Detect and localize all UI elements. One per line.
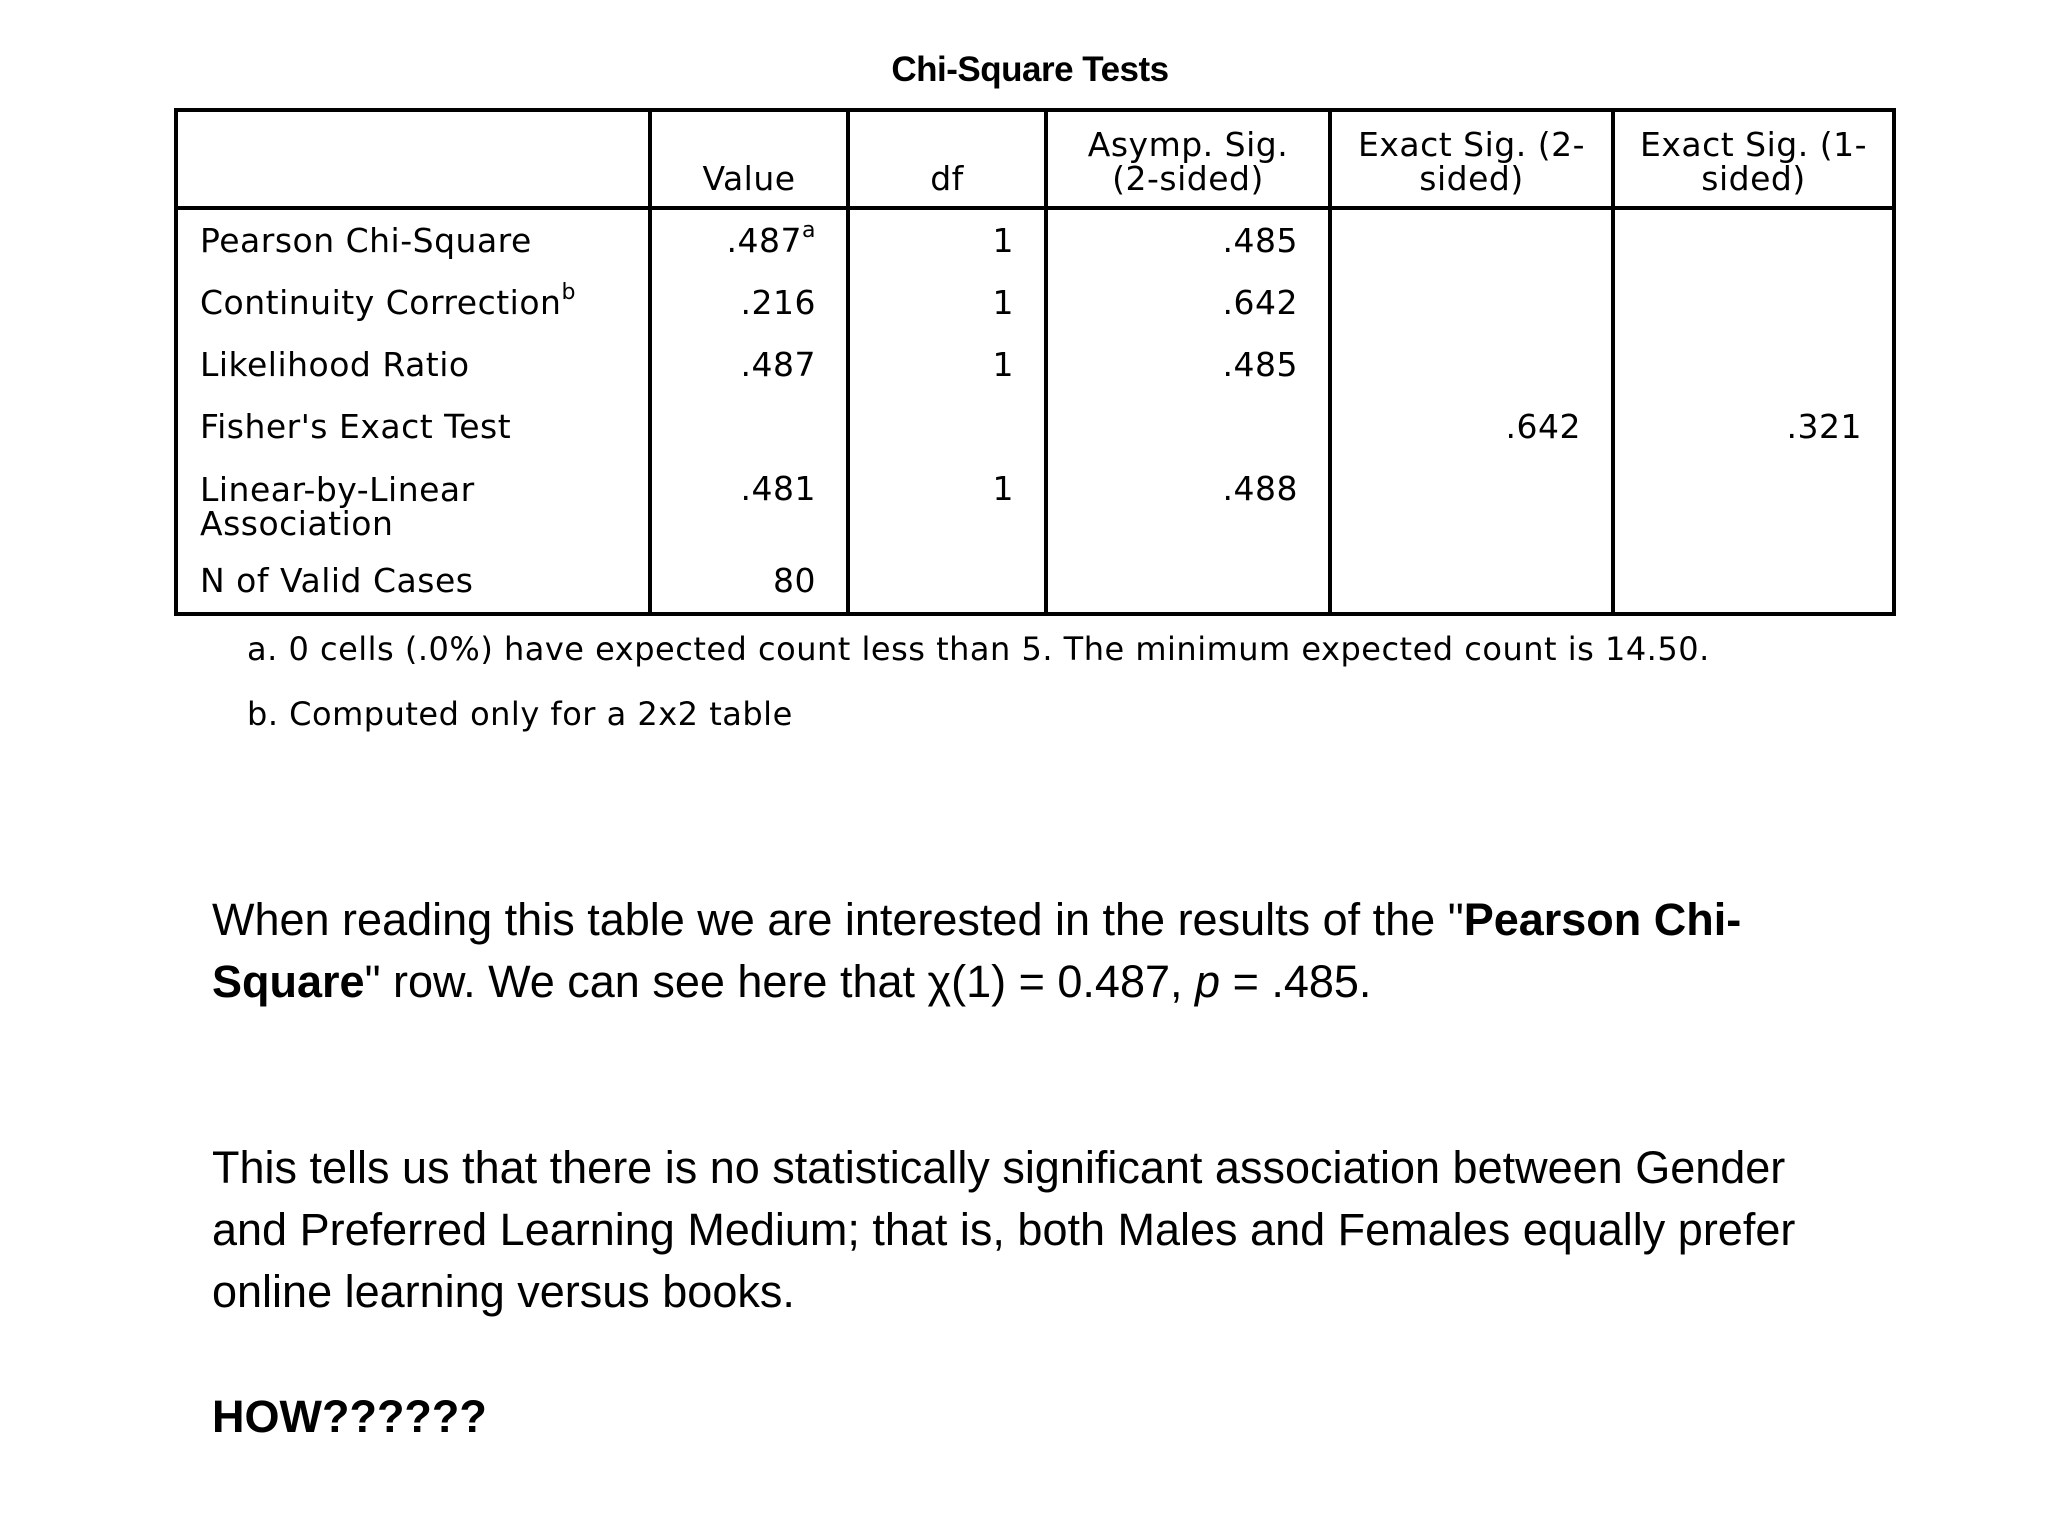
table-title: Chi-Square Tests (891, 50, 1169, 89)
cell-value: .216 (650, 272, 848, 334)
cell-exact2 (1330, 334, 1613, 396)
cell-asymp: .488 (1046, 458, 1330, 550)
header-exact1-line1: Exact Sig. (1- (1640, 125, 1867, 164)
cell-asymp: .485 (1046, 334, 1330, 396)
cell-exact1 (1613, 272, 1894, 334)
question-text: HOW?????? (212, 1391, 487, 1442)
cell-exact2 (1330, 458, 1613, 550)
header-value: Value (650, 110, 848, 208)
row-label-text: Continuity Correction (200, 283, 562, 322)
row-label (176, 272, 650, 334)
cell-exact1 (1613, 334, 1894, 396)
header-empty (176, 110, 650, 208)
row-label: Fisher's Exact Test (200, 407, 512, 446)
header-exact-sig-1 (1613, 110, 1894, 208)
conclusion-paragraph: This tells us that there is no statistically significant association between Gender and Preferred Learning Medium; that is, both Males and Females equally prefer online learning versus books. (212, 1142, 1796, 1317)
cell-exact1 (1613, 550, 1894, 614)
cell-exact2 (1330, 550, 1613, 614)
cell-exact2 (1330, 272, 1613, 334)
cell-asymp: .642 (1046, 272, 1330, 334)
table-row (176, 334, 1894, 396)
footnote-marker: b (561, 280, 576, 305)
cell-exact1: .321 (1613, 396, 1894, 458)
header-exact2-line2: sided) (1419, 159, 1524, 198)
row-label: N of Valid Cases (200, 561, 474, 600)
cell-asymp (1046, 396, 1330, 458)
row-label (176, 458, 650, 550)
cell-exact1 (1613, 458, 1894, 550)
p1-text-middle: " row. We can see here that χ(1) = 0.487, (364, 956, 1196, 1007)
cell-df (848, 550, 1046, 614)
table-row (176, 208, 1894, 272)
cell-value: 80 (650, 550, 848, 614)
cell-value-text: .487 (726, 221, 803, 260)
chi-square-table (174, 108, 1896, 616)
cell-value: .481 (650, 458, 848, 550)
row-label: Likelihood Ratio (200, 345, 470, 384)
table-row (176, 550, 1894, 614)
cell-asymp: .485 (1046, 208, 1330, 272)
header-asymp-sig (1046, 110, 1330, 208)
cell-df: 1 (848, 208, 1046, 272)
cell-exact2: .642 (1330, 396, 1613, 458)
row-label-text: Pearson Chi-Square (200, 221, 532, 260)
row-label-line2: Association (200, 504, 394, 543)
p1-bold-term: Pearson Chi-Square (212, 894, 1742, 1007)
header-exact-sig-2 (1330, 110, 1613, 208)
footnote-a: a. 0 cells (.0%) have expected count less than 5. The minimum expected count is 14.50. (247, 630, 1710, 668)
cell-df: 1 (848, 272, 1046, 334)
row-label-line1: Linear-by-Linear (200, 470, 475, 509)
cell-value (650, 396, 848, 458)
header-asymp-line2: (2-sided) (1112, 159, 1264, 198)
cell-value (650, 208, 848, 272)
header-asymp-line1: Asymp. Sig. (1087, 125, 1289, 164)
cell-df (848, 396, 1046, 458)
table-row (176, 272, 1894, 334)
header-exact2-line1: Exact Sig. (2- (1358, 125, 1585, 164)
p1-text-end: = .485. (1220, 956, 1372, 1007)
p1-p-symbol: p (1195, 956, 1221, 1007)
table-row (176, 458, 1894, 550)
footnote-b: b. Computed only for a 2x2 table (247, 695, 793, 733)
cell-exact1 (1613, 208, 1894, 272)
header-exact1-line2: sided) (1701, 159, 1806, 198)
table-row (176, 396, 1894, 458)
interpretation-paragraph (212, 889, 1862, 1013)
row-label (176, 208, 650, 272)
p1-text-start: When reading this table we are interested in the results of the " (212, 894, 1464, 945)
cell-df: 1 (848, 334, 1046, 396)
cell-asymp (1046, 550, 1330, 614)
cell-exact2 (1330, 208, 1613, 272)
header-df: df (848, 110, 1046, 208)
cell-value: .487 (650, 334, 848, 396)
cell-df: 1 (848, 458, 1046, 550)
footnote-marker: a (802, 218, 816, 243)
header-row (176, 110, 1894, 208)
